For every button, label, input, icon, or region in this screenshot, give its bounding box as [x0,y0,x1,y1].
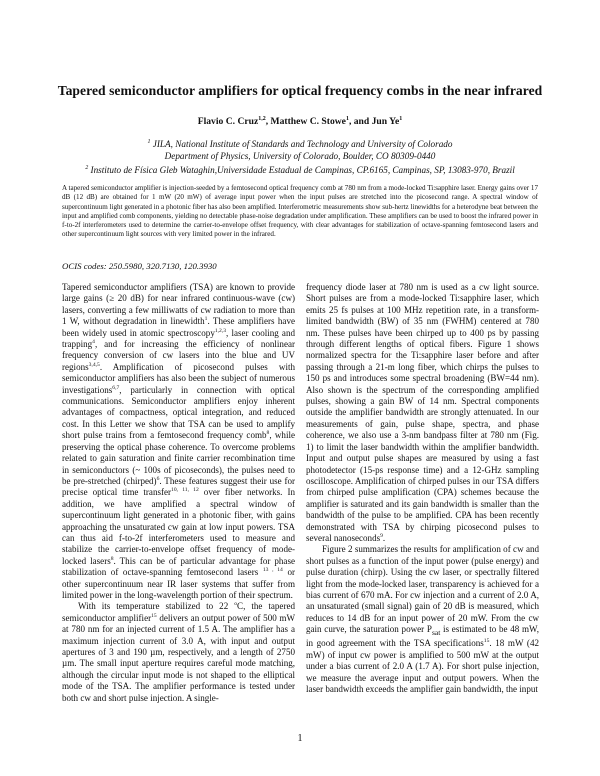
paragraph-text: . [382,532,386,543]
paragraph-text: C, the tapered semiconductor amplifier [62,601,295,623]
affiliation-line [0,162,600,176]
citation-superscript: 6,7 [112,384,120,391]
paragraph-text: Tapered semiconductor amplifiers (TSA) are known to provide large gains (≥ 20 dB) for near infrared continuous-wave (cw) lasers, converting a few milliwatts of cw radiation to more than 1 W, without degradation in linewidth [62,282,295,327]
page-number: 1 [297,733,303,744]
paragraph-text: delivers an output power of 500 mW at 780 nm for an injected current of 1.5 A. The amplifier has a maximum injection current of 3.0 A, with input and output apertures of 3 and 190 µm, respectively, and a length of 2750 µm. The small input aperture requires careful mode matching, although the circular input mode is not shaped to the elliptical mode of the TSA. The amplifier performance is tested under both cw and short pulse injection. A single- [62,612,295,703]
paragraph-text: , particularly in connection with optical communications. Semiconductor amplifiers enjoy inherent advantages of compactness, optical integration, and reduced cost. In this Letter we show that TSA can be used to amplify short pulse trains from a femtosecond frequency comb [62,384,295,441]
citation-superscript: 9 [380,532,383,539]
paragraph-text: With its temperature stabilized to 22 [78,601,235,612]
abstract: A tapered semiconductor amplifier is injection-seeded by a femtosecond optical frequency comb at 780 nm from a mode-locked Ti:sapphire laser. Energy gains over 17 dB (12 dB) are obtained for 1 mW (20 mW) of average input power when the input pulses are stretched into the picosecond range. A spectral window of supercontinuum light generated in a photonic fiber has also been amplified. Interferometric measurements show sub-hertz linewidths for a heterodyne beat between the input and amplified comb components, yielding no detectable phase-noise degradation under amplification. These amplifiers can be used to boost the infrared power in f-to-2f interferometers used to determine the carrier-to-envelope offset frequency, with clear advantages for stabilization of octave-spanning femtosecond lasers and other supercontinuum light sources with very limited power in the infrared. [62,184,538,239]
affiliation-line [0,136,600,150]
paragraph-text: . These amplifiers have been widely used in atomic spectroscopy [62,316,295,338]
subscript-text: sat [431,627,441,637]
citation-superscript: 13 , 14 [262,567,283,574]
author-affil-mark: 1,2 [258,116,266,122]
paper-title: Tapered semiconductor amplifiers for optical frequency combs in the near infrared [57,83,543,98]
paragraph-text: , while preserving the optical phase coherence. To overcome problems related to gain saturation and finite carrier recombination time in semiconductors (~ 100s of picoseconds), the pulses need to be pre-stretched (chirped) [62,430,295,486]
paragraph-text: frequency diode laser at 780 nm is used as a cw light source. Short pulses are from a mode-locked Ti:sapphire laser, which emits 25 fs pulses at 100 MHz repetition rate, in a transform-limited bandwidth (BW) of 35 nm (FWHM) centered at 780 nm. These pulses have been chirped up to 400 ps by passing through different lengths of optical fibers. Figure 1 shows normalized spectra for the Ti:sapphire laser before and after passing through a 21-m long fiber, which chirps the pulses to 150 ps and introduces some spectral broadening (BW=44 nm). Also shown is the spectrum of the corresponding amplified pulses, showing a gain BW of 14 nm. Spectral components outside the amplifier bandwidth are strongly attenuated. In our measurements of gain, pulse shape, spectra, and phase coherence, we also use a 3-nm bandpass filter at 780 nm (Fig. 1) to limit the laser bandwidth within the amplifier bandwidth. Input and output pulse shapes are measured by using a fast photodetector (15-ps response time) and a 12-GHz sampling oscilloscope. Amplification of chirped pulses in our TSA differs from chirped pulse amplification (CPA) schemes because the amplifier is saturated and its gain bandwidth is smaller than the bandwidth of the pulse to be amplified. CPA has been recently demonstrated with TSA by chirping picosecond pulses to several nanoseconds [306,282,539,543]
body-column-right [306,282,539,695]
citation-superscript: 8 [110,555,114,562]
affiliation-line [0,150,600,162]
affiliation-text: Instituto de Física Gleb Wataghin,Universidade Estadual de Campinas, CP.6165, Campinas, SP, 13083-970, Brazil [90,165,515,176]
citation-superscript: 8 [266,430,270,437]
paragraph-text: over fiber networks. In addition, we have amplified a spectral window of supercontinuum light generated in a photonic fiber, with gains approaching the unsaturated cw gain at low input powers. TSA can thus aid f-to-2f interferometers used to measure and stabilize the carrier-to-envelope offset frequency of mode-locked lasers [62,487,296,566]
citation-superscript: 4 [92,339,95,346]
body-column-left [62,282,295,704]
citation-superscript: 10, 11, 12 [171,487,199,494]
affiliation-text: Department of Physics, University of Colorado, Boulder, CO 80309-0440 [164,151,436,162]
paragraph-text: , laser cooling and trapping [62,327,295,350]
citation-superscript: 6 [156,475,160,482]
affiliation-text: JILA, National Institute of Standards and Technology and University of Colorado [152,139,453,150]
author-separator: , and [348,116,372,128]
citation-superscript: o [234,601,238,608]
paragraph-text: or other supercontinuum near IR laser systems that suffer from limited power in the long-wavelength portion of their spectrum. [62,567,295,600]
paragraph-text: . 18 mW (42 mW) of input cw power is amplified to 500 mW at the output under a bias current of 2.0 A (1.7 A). For short pulse injection, we measure the average input and output powers. When the laser bandwidth exceeds the amplifier gain bandwidth, the input [306,638,539,695]
paragraph-text: is estimated to be 48 mW, in good agreement with the TSA specifications [306,624,540,649]
citation-superscript: 15 [151,612,157,619]
author-affil-mark: 1 [345,116,349,122]
citation-superscript: 15 [483,638,490,645]
body-paragraph [62,601,295,704]
author-name: Jun Ye [371,116,400,128]
paragraph-text: . This can be of particular advantage for phase stabilization of octave-spanning femtosecond lasers [62,555,295,578]
author-line [0,116,600,127]
body-paragraph [306,544,539,695]
citation-superscript: 1,2,3 [214,327,227,334]
author-name: Flavio C. Cruz [197,116,259,128]
paragraph-text: . Amplification of picosecond pulses with semiconductor amplifiers has also been the subject of numerous investigations [62,361,295,395]
affiliations [0,136,600,176]
paragraph-text: . These features suggest their use for precise optical time transfer [62,475,296,498]
affil-mark: 2 [85,165,89,172]
author-name: Matthew C. Stowe [270,116,346,128]
citation-superscript: 3,4,5 [88,361,100,368]
citation-superscript: 1 [204,316,208,323]
author-affil-mark: 1 [399,116,403,122]
body-paragraph [306,282,539,544]
paragraph-text: Figure 2 summarizes the results for amplification of cw and short pulses as a function of the input power (pulse energy) and pulse duration (chirp). Using the cw laser, or spectrally filtered light from the mode-locked laser, transparency is achieved for a bias current of 670 mA. For cw injection and a current of 2.0 A, an unsaturated (small signal) gain of 20 dB is measured, which reduces to 14 dB for an input power of 20 mW. From the cw gain curve, the saturation power P [306,544,539,635]
affil-mark: 1 [147,139,151,145]
body-paragraph [62,282,295,601]
paragraph-text: , and for increasing the efficiency of nonlinear frequency conversion of cw lasers into the blue and UV regions [62,339,295,372]
ocis-codes: OCIS codes: 250.5980, 320.7130, 120.3930 [62,261,217,271]
author-separator: , [265,116,271,128]
